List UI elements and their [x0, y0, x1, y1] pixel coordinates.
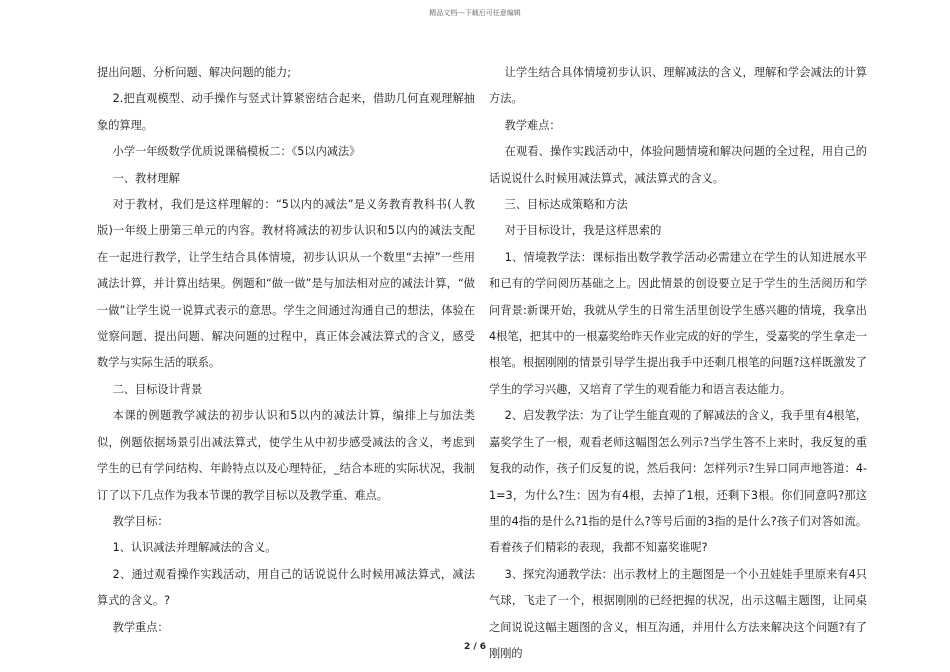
paragraph: 一、教材理解 — [112, 171, 180, 185]
left-column — [97, 60, 475, 641]
paragraph: 在观看、操作实践活动中，体验问题情境和解决问题的全过程，用自己的话说说什么时候用减法算式，减法算式的含义。 — [489, 145, 867, 185]
paragraph: 教学重点： — [112, 620, 169, 634]
paragraph: 小学一年级数学优质说课稿模板二：《5以内减法》 — [112, 145, 361, 159]
paragraph: 3、探究沟通教学法：出示教材上的主题图是一个小丑娃娃手里原来有4只气球，飞走了一个，根据刚刚的已经把握的状况，出示这幅主题图，让同桌之间说说这幅主题图的含义，相互沟通，并用什么方法来解决这个问题?有了刚刚的 — [489, 567, 867, 660]
paragraph: 提出问题、分析问题、解决问题的能力; — [97, 66, 291, 79]
paragraph: 教学难点： — [504, 118, 561, 132]
paragraph: 教学目标： — [112, 514, 169, 528]
paragraph: 本课的例题教学减法的初步认识和5以内的减法计算，编排上与加法类似，例题依据场景引出减法算式，使学生从中初步感受减法的含义，考虑到学生的已有学问结构、年龄特点以及心理特征，_结合本班的实际状况，我制订了以下几点作为我本节课的教学目标以及教学重、难点。 — [97, 409, 475, 502]
paragraph: 对于教材，我们是这样理解的：“5以内的减法”是义务教育教科书(人教版)一年级上册第三单元的内容。教材将减法的初步认识和5以内的减法支配在一起进行教学，让学生结合具体情境，初步认识从一个数里“去掉”一些用减法计算，并计算出结果。例题和“做一做”是与加法相对应的减法计算，“做一做”让学生说一说算式表示的意思。学生之间通过沟通自己的想法，体验在觉察问题、提出问题、解决问题的过程中，真正体会减法算式的含义，感受数学与实际生活的联系。 — [97, 198, 475, 370]
paragraph: 让学生结合具体情境初步认识、理解减法的含义，理解和学会减法的计算方法。 — [489, 66, 867, 106]
page-header: 精品文档---下载后可任意编辑 — [429, 9, 521, 17]
paragraph: 2、通过观看操作实践活动，用自己的话说说什么时候用减法算式，减法算式的含义。? — [97, 567, 475, 608]
paragraph: 2、启发教学法：为了让学生能直观的了解减法的含义，我手里有4根笔，嘉奖学生了一根，观看老师这幅图怎么列示?当学生答不上来时，我反复的重复我的动作，孩子们反复的说，然后我问：怎样列示?生异口同声地答道：4-1=3，为什么?生：因为有4根，去掉了1根，还剩下3根。你们同意吗?那这里的4指的是什么?1指的是什么?等号后面的3指的是什么?孩子们对答如流。看着孩子们精彩的表现，我都不知嘉奖谁呢? — [489, 409, 867, 555]
paragraph: 三、目标达成策略和方法 — [504, 198, 628, 212]
paragraph: 2.把直观模型、动手操作与竖式计算紧密结合起来，借助几何直观理解抽象的算理。 — [97, 92, 475, 132]
right-column — [489, 60, 867, 667]
paragraph: 二、目标设计背景 — [112, 382, 203, 396]
paragraph: 1、情境教学法：课标指出数学教学活动必需建立在学生的认知进展水平和已有的学问阅历基础之上。因此情景的创设要立足于学生的生活阅历和学问背景:新课开始，我就从学生的日常生活里创设学生感兴趣的情境，我拿出4根笔，把其中的一根嘉奖给昨天作业完成的好的学生，受嘉奖的学生拿走一根笔。根据刚刚的情景引导学生提出我手中还剩几根笔的问题?这样既激发了学生的学习兴趣，又培育了学生的观看能力和语言表达能力。 — [489, 250, 867, 396]
paragraph: 对于目标设计，我是这样思索的 — [504, 224, 662, 238]
paragraph: 1、认识减法并理解减法的含义。 — [112, 541, 277, 555]
page-number: 2 / 6 — [463, 642, 487, 652]
